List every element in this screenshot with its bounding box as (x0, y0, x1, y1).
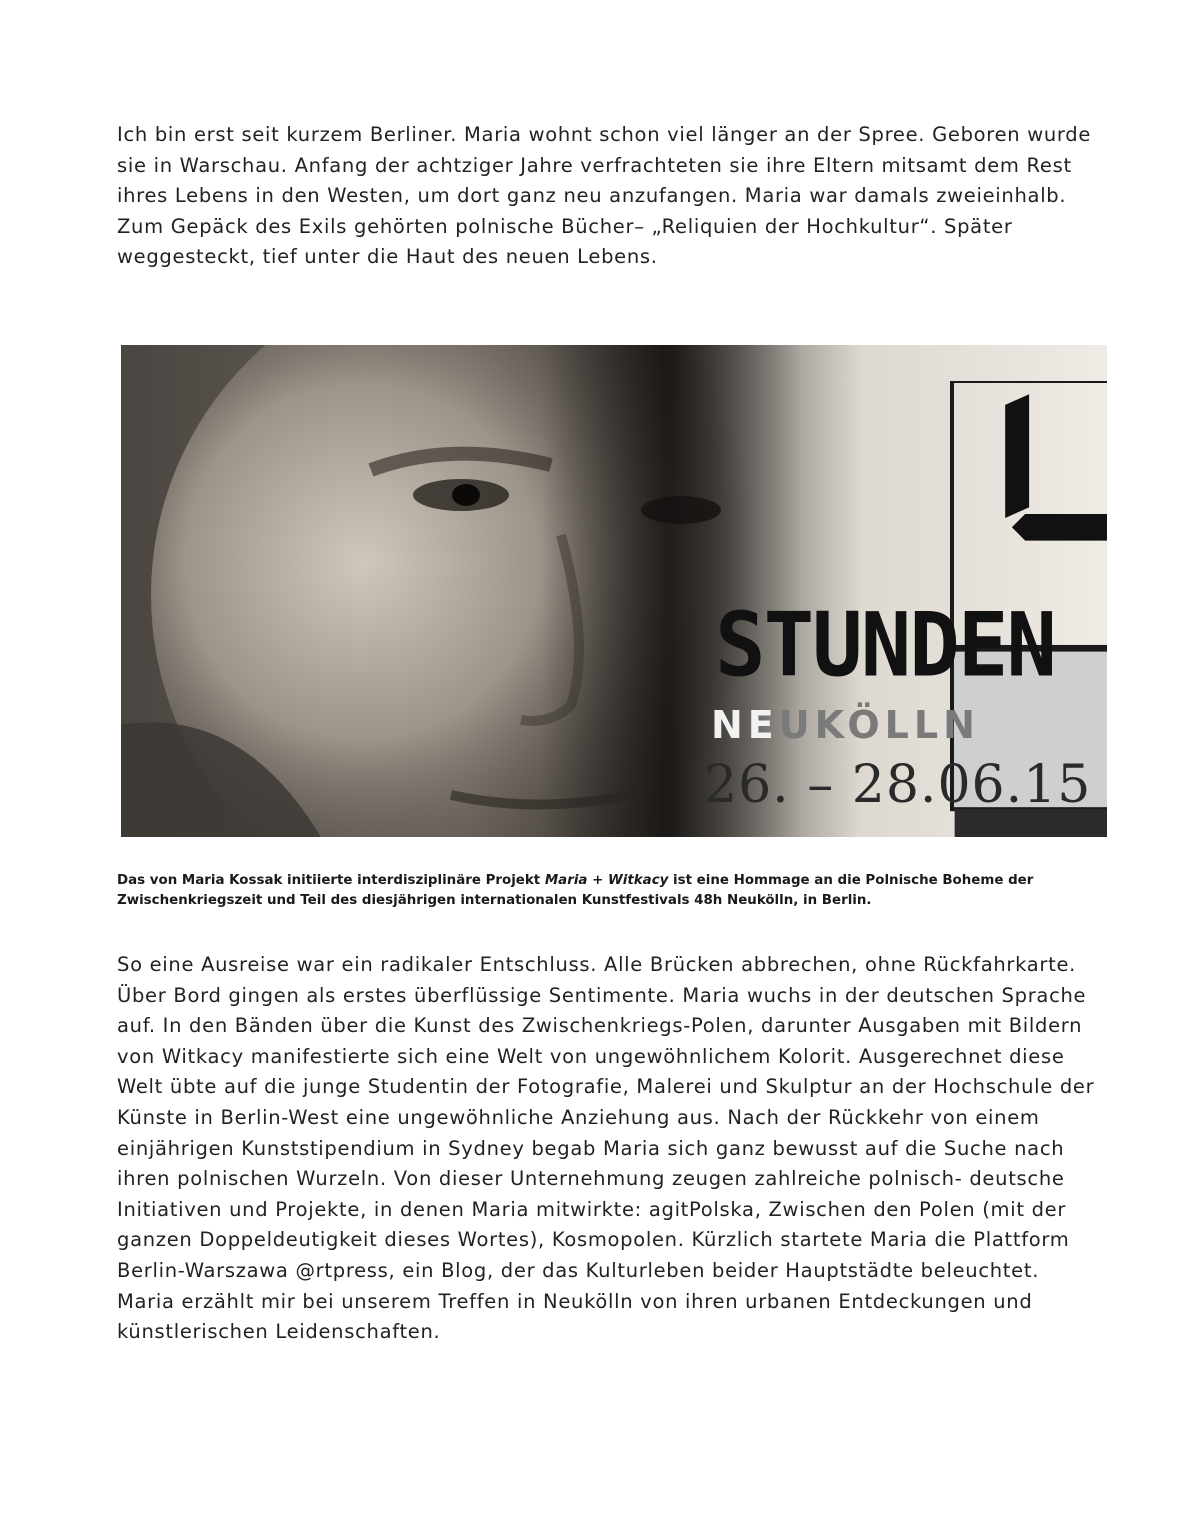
district-label (711, 703, 1069, 747)
district-label-part-1: NE (711, 703, 779, 747)
article-paragraph-2: So eine Ausreise war ein radikaler Entschluss. Alle Brücken abbrechen, ohne Rückfahrkarte. Über Bord gingen als erstes überflüssige Sentimente. Maria wuchs in der deutschen Sprache auf. In den Bänden über die Kunst des Zwischenkriegs-Polen, darunter Ausgaben mit Bildern von Witkacy manifestierte sich eine Welt von ungewöhnlichem Kolorit. Ausgerechnet diese Welt übte auf die junge Studentin der Fotografie, Malerei und Skulptur an der Hochschule der Künste in Berlin-West eine ungewöhnliche Anziehung aus. Nach der Rückkehr von einem einjährigen Kunststipendium in Sydney begab Maria sich ganz bewusst auf die Suche nach ihren polnischen Wurzeln. Von dieser Unternehmung zeugen zahlreiche polnisch- deutsche Initiativen und Projekte, in denen Maria mitwirkte: agitPolska, Zwischen den Polen (mit der ganzen Doppeldeutigkeit dieses Wortes), Kosmopolen. Kürzlich startete Maria die Plattform Berlin-Warszawa @rtpress, ein Blog, der das Kulturleben beider Hauptstädte beleuchtet. Maria erzählt mir bei unserem Treffen in Neukölln von ihren urbanen Entdeckungen und künstlerischen Leidenschaften. (117, 953, 1095, 1344)
logo-word-text: STUNDEN (715, 593, 1056, 697)
district-label-part-2: UKÖLLN (778, 703, 980, 747)
image-caption (117, 871, 1117, 911)
caption-text-before: Das von Maria Kossak initiierte interdisziplinäre Projekt (117, 873, 545, 888)
logo-word (715, 593, 1075, 698)
festival-poster-image (121, 345, 1107, 837)
festival-date: 26. – 28.06.15 (704, 755, 1092, 815)
caption-project-title: Maria + Witkacy (544, 873, 669, 888)
article-paragraph-1: Ich bin erst seit kurzem Berliner. Maria wohnt schon viel länger an der Spree. Geboren wurde sie in Warschau. Anfang der achtziger Jahre verfrachteten sie ihre Eltern mitsamt dem Rest ihres Lebens in den Westen, um dort ganz neu anzufangen. Maria war damals zweieinhalb. Zum Gepäck des Exils gehörten polnische Bücher– „Reliquien der Hochkultur“. Später weggesteckt, tief unter die Haut des neuen Lebens. (117, 123, 1092, 269)
caption-text-after: ist eine Hommage an die Polnische Boheme der Zwischenkriegszeit und Teil des diesjährigen internationalen Kunstfestivals 48h Neukölln, in Berlin. (117, 873, 1034, 908)
